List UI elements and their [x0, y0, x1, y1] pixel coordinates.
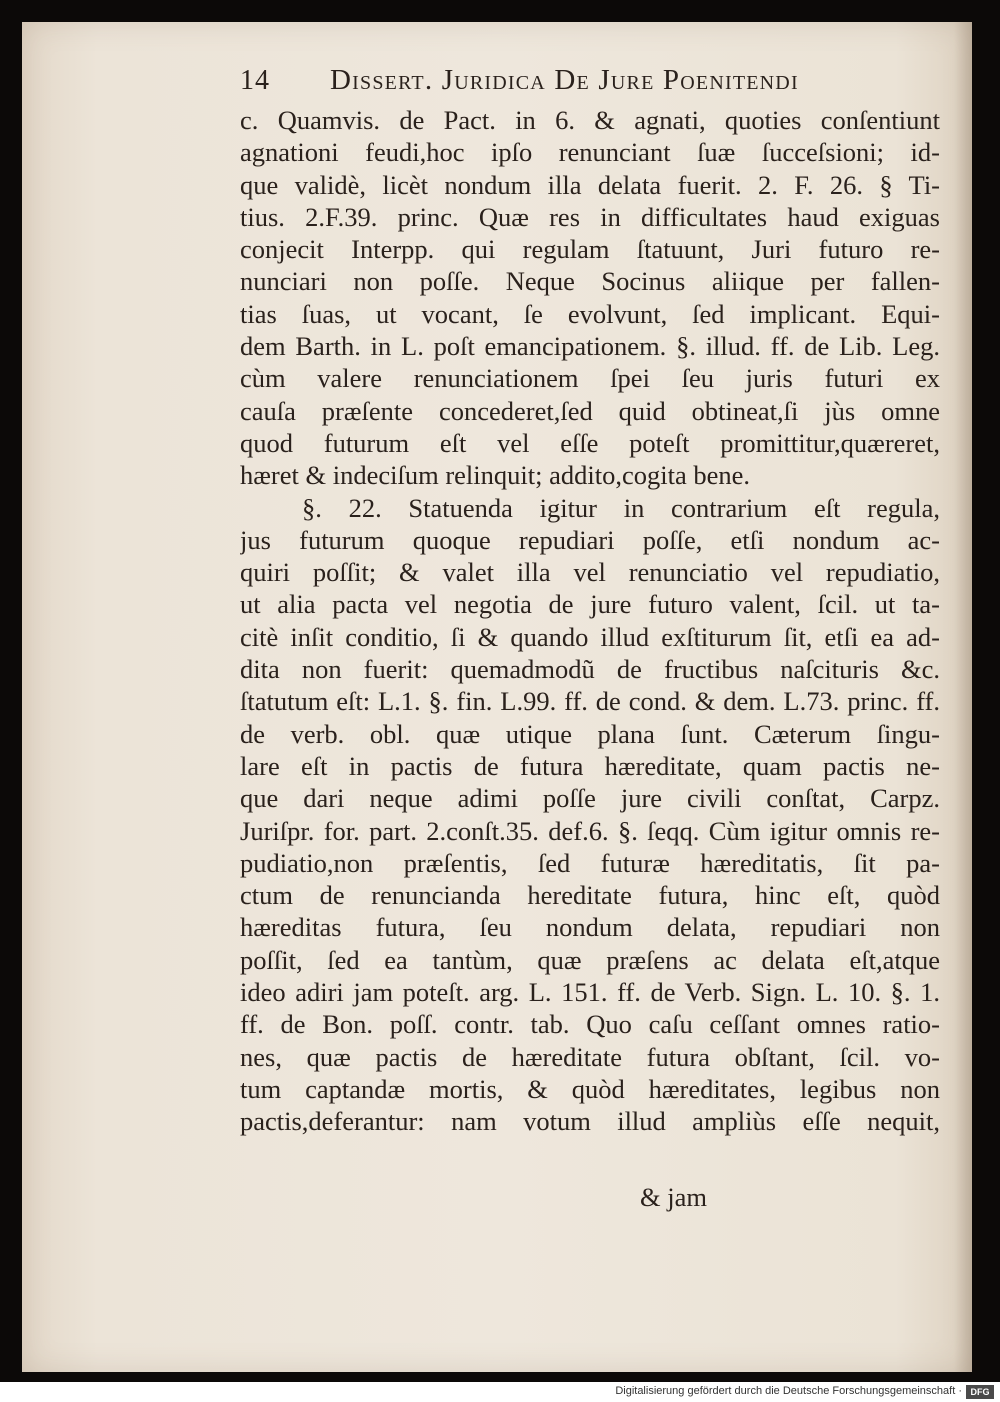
text-line: tias ſuas, ut vocant, ſe evolvunt, ſed implicant. Equi- — [240, 298, 940, 329]
text-line: quod futurum eſt vel eſſe poteſt promittitur,quæreret, — [240, 427, 940, 458]
text-line: tum captandæ mortis, & quòd hæreditates, legibus non — [240, 1073, 940, 1104]
text-line: ſtatutum eſt: L.1. §. fin. L.99. ff. de cond. & dem. L.73. princ. ff. — [240, 686, 940, 717]
text-line: citè inſit conditio, ſi & quando illud exſtiturum ſit, etſi ea ad- — [240, 621, 940, 652]
text-line: conjecit Interpp. qui regulam ſtatuunt, Juri futuro re- — [240, 234, 940, 265]
text-line: agnationi feudi,hoc ipſo renunciant ſuæ ſucceſsioni; id- — [240, 137, 940, 168]
paragraph-start-line: §. 22. Statuenda igitur in contrarium eſt regula, — [302, 492, 940, 523]
catchword: & jam — [640, 1182, 707, 1212]
text-line: dita non fuerit: quemadmodũ de fructibus naſcituris &c. — [240, 654, 940, 685]
text-line: que validè, licèt nondum illa delata fuerit. 2. F. 26. § Ti- — [240, 169, 940, 200]
running-head-title: Dissert. Juridica De Jure Poenitendi — [330, 64, 799, 96]
page-number: 14 — [240, 65, 270, 96]
text-block — [240, 64, 940, 1138]
text-line: c. Quamvis. de Pact. in 6. & agnati, quoties conſentiunt — [240, 105, 940, 135]
text-line: tius. 2.F.39. princ. Quæ res in difficultates haud exiguas — [240, 201, 940, 232]
text-line: nes, quæ pactis de hæreditate futura obſtant, ſcil. vo- — [240, 1041, 940, 1072]
text-line: lare eſt in pactis de futura hæreditate, quam pactis ne- — [240, 750, 940, 781]
text-line: pudiatio,non præſentis, ſed futuræ hæreditatis, ſit pa- — [240, 847, 940, 878]
funding-credit: Digitalisierung gefördert durch die Deutsche Forschungsgemeinschaft · — [615, 1385, 962, 1397]
digitization-footer — [0, 1382, 1000, 1402]
running-head — [240, 64, 940, 100]
text-line: dem Barth. in L. poſt emancipationem. §. illud. ff. de Lib. Leg. — [240, 331, 940, 362]
text-line: de verb. obl. quæ utique plana ſunt. Cæterum ſingu- — [240, 718, 940, 749]
text-line: nunciari non poſſe. Neque Socinus aliique per fallen- — [240, 266, 940, 297]
text-line: hæreditas futura, ſeu nondum delata, repudiari non — [240, 912, 940, 943]
text-line: quiri poſſit; & valet illa vel renunciatio vel repudiatio, — [240, 557, 940, 588]
text-line: cùm valere renunciationem ſpei ſeu juris futuri ex — [240, 363, 940, 394]
dfg-logo: DFG — [966, 1385, 994, 1399]
text-line: ff. de Bon. poſſ. contr. tab. Quo caſu ceſſant omnes ratio- — [240, 1009, 940, 1040]
text-line: hæret & indeciſum relinquit; addito,cogita bene. — [240, 460, 750, 491]
text-line: ctum de renuncianda hereditate futura, hinc eſt, quòd — [240, 880, 940, 911]
page-edge-shadow — [954, 22, 972, 1372]
text-line: Juriſpr. for. part. 2.conſt.35. def.6. §. ſeqq. Cùm igitur omnis re- — [240, 815, 940, 846]
text-line: pactis,deferantur: nam votum illud ampliùs eſſe nequit, — [240, 1106, 940, 1137]
text-line: ideo adiri jam poteſt. arg. L. 151. ff. de Verb. Sign. L. 10. §. 1. — [240, 977, 940, 1008]
book-page — [22, 22, 972, 1372]
text-line: ut alia pacta vel negotia de jure futuro valent, ſcil. ut ta- — [240, 589, 940, 620]
text-line: cauſa præſente concederet,ſed quid obtineat,ſi jùs omne — [240, 395, 940, 426]
text-line: poſſit, ſed ea tantùm, quæ præſens ac delata eſt,atque — [240, 944, 940, 975]
text-line: que dari neque adimi poſſe jure civili conſtat, Carpz. — [240, 783, 940, 814]
text-line: jus futurum quoque repudiari poſſe, etſi nondum ac- — [240, 524, 940, 555]
